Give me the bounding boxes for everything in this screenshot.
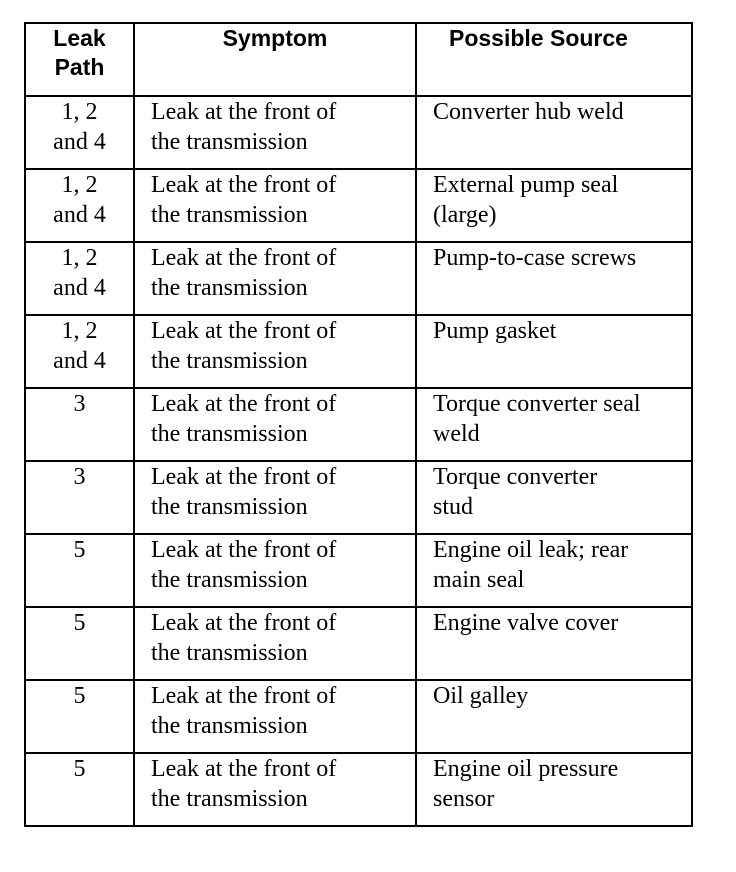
table-row: [25, 242, 692, 315]
leak-diagnosis-table: [24, 22, 693, 827]
leak-path-cell: 1, 2 and 4: [25, 315, 134, 388]
header-leak-path: Leak Path: [25, 23, 134, 96]
possible-source-cell: Engine valve cover: [416, 607, 692, 680]
table-row: [25, 680, 692, 753]
symptom-cell: Leak at the front of the transmission: [134, 680, 416, 753]
table-row: [25, 534, 692, 607]
possible-source-cell: External pump seal (large): [416, 169, 692, 242]
leak-path-cell: 3: [25, 461, 134, 534]
possible-source-cell: Oil galley: [416, 680, 692, 753]
possible-source-cell: Torque converter stud: [416, 461, 692, 534]
possible-source-cell: Pump-to-case screws: [416, 242, 692, 315]
symptom-cell: Leak at the front of the transmission: [134, 388, 416, 461]
leak-path-cell: 1, 2 and 4: [25, 96, 134, 169]
possible-source-cell: Torque converter seal weld: [416, 388, 692, 461]
table-row: [25, 753, 692, 826]
header-row: [25, 23, 692, 96]
leak-path-cell: 5: [25, 753, 134, 826]
table-row: [25, 607, 692, 680]
leak-path-cell: 5: [25, 680, 134, 753]
symptom-cell: Leak at the front of the transmission: [134, 461, 416, 534]
leak-path-cell: 5: [25, 534, 134, 607]
header-symptom: Symptom: [134, 23, 416, 96]
table-row: [25, 96, 692, 169]
symptom-cell: Leak at the front of the transmission: [134, 96, 416, 169]
symptom-cell: Leak at the front of the transmission: [134, 242, 416, 315]
leak-path-cell: 5: [25, 607, 134, 680]
symptom-cell: Leak at the front of the transmission: [134, 534, 416, 607]
possible-source-cell: Engine oil leak; rear main seal: [416, 534, 692, 607]
header-possible-source: Possible Source: [416, 23, 692, 96]
table-row: [25, 388, 692, 461]
leak-path-cell: 1, 2 and 4: [25, 169, 134, 242]
leak-path-cell: 3: [25, 388, 134, 461]
symptom-cell: Leak at the front of the transmission: [134, 169, 416, 242]
possible-source-cell: Converter hub weld: [416, 96, 692, 169]
symptom-cell: Leak at the front of the transmission: [134, 315, 416, 388]
table-row: [25, 315, 692, 388]
symptom-cell: Leak at the front of the transmission: [134, 753, 416, 826]
table-row: [25, 461, 692, 534]
symptom-cell: Leak at the front of the transmission: [134, 607, 416, 680]
table-row: [25, 169, 692, 242]
possible-source-cell: Engine oil pressure sensor: [416, 753, 692, 826]
leak-path-cell: 1, 2 and 4: [25, 242, 134, 315]
possible-source-cell: Pump gasket: [416, 315, 692, 388]
